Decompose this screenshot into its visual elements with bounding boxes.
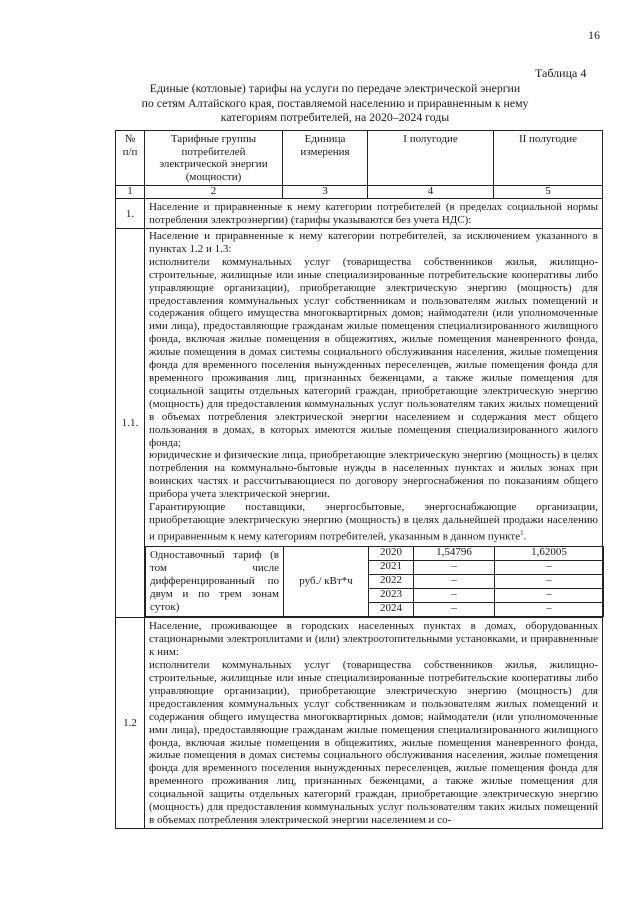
tariff-subtable xyxy=(145,546,604,617)
title-line-1: Единые (котловые) тарифы на услуги по передаче электрической энергии xyxy=(149,81,521,95)
tariff-first-half-value: – xyxy=(414,561,495,575)
row-1-1-paragraph-1: Население и приравненные к нему категории потребителей, за исключением указанного в пунктах 1.2 и 1.3: xyxy=(149,230,598,255)
title-line-2: по сетям Алтайского края, поставляемой населению и приравненным к нему xyxy=(141,95,529,110)
col-number-3: 3 xyxy=(283,186,368,199)
tariff-unit: руб./ кВт*ч xyxy=(284,547,369,617)
tariff-row-2020 xyxy=(146,547,604,561)
tariff-first-half-value: – xyxy=(414,575,495,589)
row-1-1-paragraph-3: юридические и физические лица, приобретающие электрическую энергию (мощность) в целях потребления на коммунально-бытовые нужды в населенных пунктах и жилых зонах при воинских частях и рассчитывающиеся по договору энергоснабжения по показаниям общего прибора учета электрической энергии. xyxy=(149,449,598,501)
title-line-3: категориям потребителей, на 2020–2024 годы xyxy=(220,110,450,124)
row-1-1 xyxy=(116,229,603,618)
row-1-number: 1. xyxy=(116,199,145,229)
tariff-second-half-value: – xyxy=(495,575,604,589)
header-first-half: I полугодие xyxy=(368,131,494,186)
row-1-2-paragraph-1: Население, проживающее в городских населенных пунктах в домах, оборудованных стационарными электроплитами и (или) электроотопительными установками, и приравненные к ним: xyxy=(149,620,598,659)
header-unit: Единица измерения xyxy=(283,131,368,186)
row-1-2-text xyxy=(145,618,603,829)
col-number-5: 5 xyxy=(494,186,603,199)
row-1-text: Население и приравненные к нему категории потребителей (в пределах социальной нормы потребления электроэнергии) (тарифы указываются без учета НДС): xyxy=(145,199,603,229)
header-number: № п/п xyxy=(116,131,145,186)
tariff-first-half-value: – xyxy=(414,589,495,603)
table-label: Таблица 4 xyxy=(535,66,587,80)
tariff-second-half-value: – xyxy=(495,603,604,617)
tariff-first-half-value: 1,54796 xyxy=(414,547,495,561)
tariff-year: 2021 xyxy=(369,561,414,575)
col-number-2: 2 xyxy=(145,186,283,199)
tariff-year: 2022 xyxy=(369,575,414,589)
row-1-2-number: 1.2 xyxy=(116,618,145,829)
header-second-half: II полугодие xyxy=(494,131,603,186)
tariff-year: 2024 xyxy=(369,603,414,617)
tariff-table xyxy=(115,130,603,829)
tariff-year: 2020 xyxy=(369,547,414,561)
tariff-second-half-value: 1,62005 xyxy=(495,547,604,561)
tariff-first-half-value: – xyxy=(414,603,495,617)
row-1-1-content xyxy=(145,229,603,618)
page-number: 16 xyxy=(588,28,600,42)
table-title xyxy=(110,81,560,125)
col-number-4: 4 xyxy=(368,186,494,199)
footnote-mark: 1 xyxy=(520,528,524,537)
row-1-2 xyxy=(116,618,603,829)
row-1-1-paragraph-4-text: Гарантирующие поставщики, энергосбытовые, энергоснабжающие организации, приобретающие электрическую энергию (мощность) в целях дальнейшей продажи населению и приравненным к нему категориям потребителей, указанным в данном пункте xyxy=(149,501,598,543)
tariff-second-half-value: – xyxy=(495,561,604,575)
header-row xyxy=(116,131,603,186)
column-number-row xyxy=(116,186,603,199)
row-1-1-text xyxy=(145,229,602,544)
row-1-1-paragraph-4 xyxy=(149,501,598,543)
row-1-1-number: 1.1. xyxy=(116,229,145,618)
row-1-2-paragraph-2: исполнители коммунальных услуг (товарищества собственников жилья, жилищно-строительные, жилищные или иные специализированные потребительские кооперативы либо управляющие организации), приобретающие электрическую энергию (мощность) для предоставления коммунальных услуг собственникам и пользователям жилых помещений и содержания общего имущества многоквартирных домов; наймодатели (или уполномоченные ими лица), предоставляющие гражданам жилые помещения специализированного жилищного фонда, включая жилые помещения в общежитиях, жилые помещения маневренного фонда, жилые помещения в домах системы социального обслуживания населения, жилые помещения фонда для временного поселения вынужденных переселенцев, жилые помещения фонда для временного проживания лиц, признанных беженцами, а также жилые помещения для социальной защиты отдельных категорий граждан, приобретающие электрическую энергию (мощность) для предоставления коммунальных услуг пользователям таких жилых помещений в объемах потребления электрической энергии населением и со- xyxy=(149,659,598,826)
tariff-year: 2023 xyxy=(369,589,414,603)
header-tariff-groups: Тарифные группы потребителей электрической энергии (мощности) xyxy=(145,131,283,186)
col-number-1: 1 xyxy=(116,186,145,199)
tariff-label: Одноставочный тариф (в том числе дифференцированный по двум и по трем зонам суток) xyxy=(146,547,284,617)
tariff-second-half-value: – xyxy=(495,589,604,603)
footnote-tail: . xyxy=(523,530,527,543)
row-1-1-paragraph-2: исполнители коммунальных услуг (товарищества собственников жилья, жилищно-строительные, жилищные или иные специализированные потребительские кооперативы либо управляющие организации), приобретающие электрическую энергию (мощность) для предоставления коммунальных услуг собственникам и пользователям жилых помещений и содержания общего имущества многоквартирных домов; наймодатели (или уполномоченные ими лица), предоставляющие гражданам жилые помещения специализированного жилищного фонда, включая жилые помещения в общежитиях, жилые помещения маневренного фонда, жилые помещения в домах системы социального обслуживания населения, жилые помещения фонда для временного поселения вынужденных переселенцев, жилые помещения фонда для временного проживания лиц, признанных беженцами, а также жилые помещения для социальной защиты отдельных категорий граждан, приобретающие электрическую энергию (мощность) для предоставления коммунальных услуг пользователям таких жилых помещений в объемах потребления электрической энергии населением и содержания мест общего пользования в домах, в которых имеются жилые помещения специализированного жилого фонда; xyxy=(149,255,598,449)
row-1 xyxy=(116,199,603,229)
